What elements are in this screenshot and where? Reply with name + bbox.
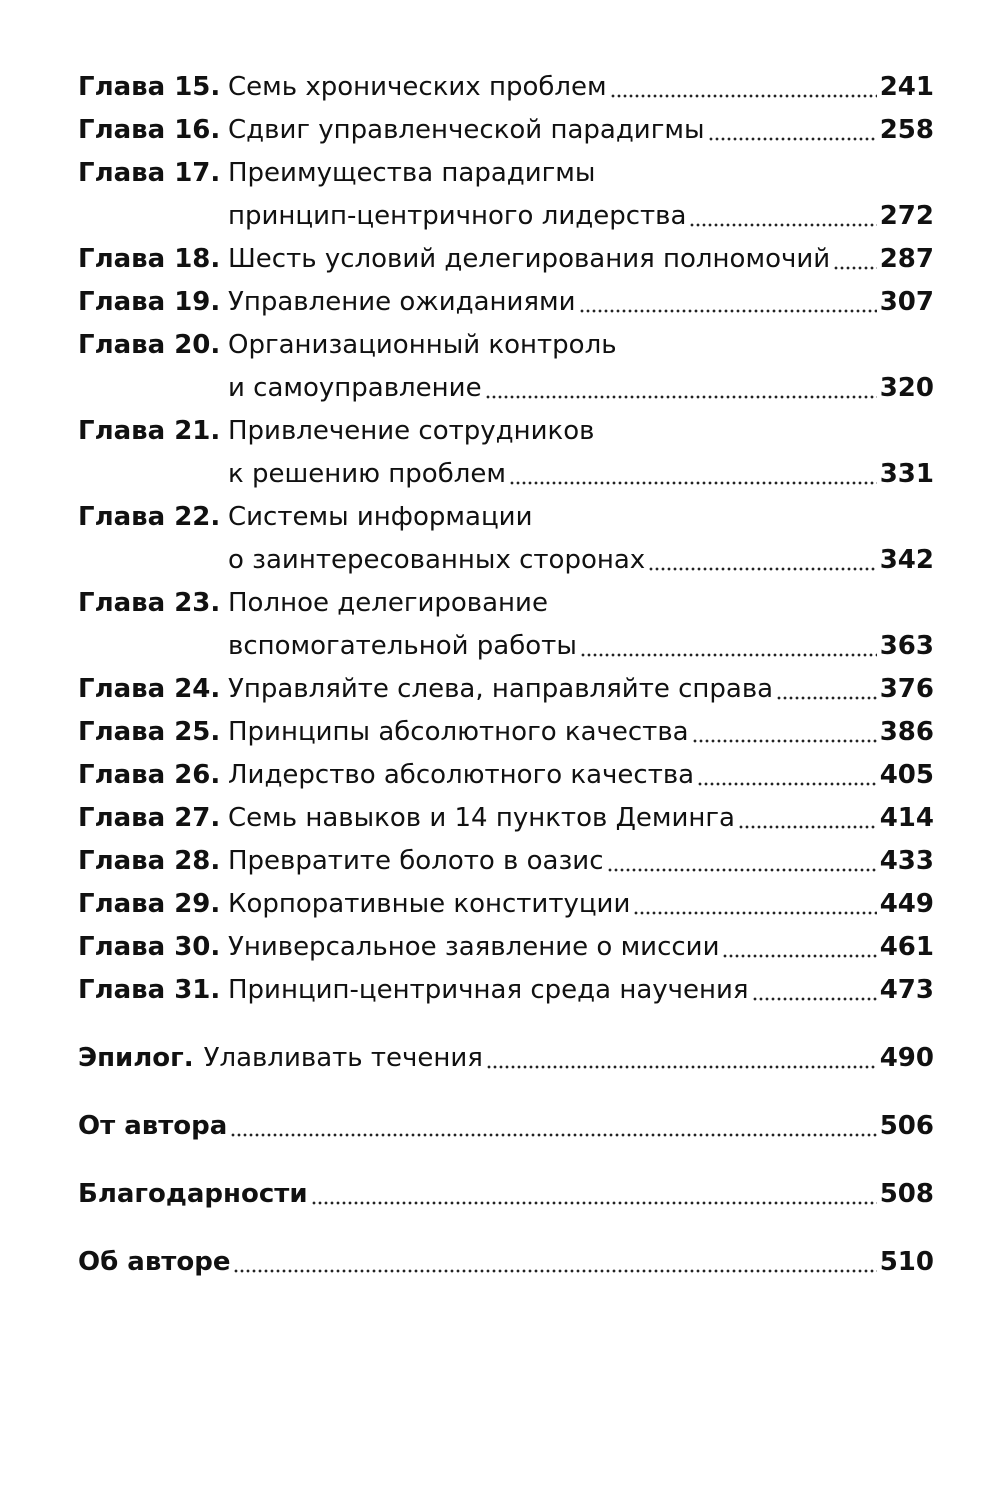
chapter-label: Глава 16. <box>78 115 221 145</box>
chapter-title <box>228 883 934 926</box>
section-label: Благодарности <box>78 1179 308 1209</box>
page-number: 508 <box>879 1179 934 1209</box>
toc-entry[interactable] <box>78 324 934 410</box>
page-number: 405 <box>879 760 934 790</box>
chapter-label: Глава 30. <box>78 932 221 962</box>
page-number: 320 <box>879 373 934 403</box>
chapter-title-line: Принципы абсолютного качества <box>228 717 689 747</box>
section-title: Улавливать течения <box>203 1043 483 1073</box>
page-number: 272 <box>879 201 934 231</box>
chapter-label: Глава 26. <box>78 760 221 790</box>
dot-leader <box>697 782 877 786</box>
dot-leader <box>738 825 877 829</box>
chapter-label: Глава 28. <box>78 846 221 876</box>
chapter-title-line: Системы информации <box>228 502 533 532</box>
page-number: 287 <box>879 244 934 274</box>
chapter-title <box>228 238 934 281</box>
chapter-title-line: Универсальное заявление о миссии <box>228 932 720 962</box>
chapter-label: Глава 23. <box>78 588 221 618</box>
toc-entry[interactable] <box>78 410 934 496</box>
page-number: 490 <box>879 1043 934 1073</box>
toc-entry[interactable] <box>78 496 934 582</box>
chapter-title <box>228 582 934 668</box>
toc-entry[interactable] <box>78 711 934 754</box>
chapter-title <box>228 926 934 969</box>
chapter-title-line: вспомогательной работы <box>228 631 577 661</box>
chapter-title <box>228 66 934 109</box>
page-number: 331 <box>879 459 934 489</box>
page-number: 342 <box>879 545 934 575</box>
chapter-title <box>228 324 934 410</box>
chapter-label: Глава 19. <box>78 287 221 317</box>
chapter-title-line: принцип-центричного лидерства <box>228 201 687 231</box>
dot-leader <box>230 1133 876 1137</box>
page-number: 506 <box>879 1111 934 1141</box>
chapter-title-line: Принцип-центричная среда научения <box>228 975 749 1005</box>
chapter-title-line: Превратите болото в оазис <box>228 846 604 876</box>
dot-leader <box>689 223 876 227</box>
section-label: От автора <box>78 1111 228 1141</box>
dot-leader <box>708 137 877 141</box>
chapter-title-line: Корпоративные конституции <box>228 889 631 919</box>
toc-entry-back-matter[interactable] <box>78 1105 934 1148</box>
page-number: 363 <box>879 631 934 661</box>
chapter-label: Глава 27. <box>78 803 221 833</box>
toc-entry-back-matter[interactable] <box>78 1173 934 1216</box>
chapter-label: Глава 18. <box>78 244 221 274</box>
page-number: 473 <box>879 975 934 1005</box>
chapter-title-line: Управляйте слева, направляйте справа <box>228 674 774 704</box>
section-label: Об авторе <box>78 1247 231 1277</box>
page-number: 510 <box>879 1247 934 1277</box>
chapter-title <box>228 754 934 797</box>
toc-entry[interactable] <box>78 582 934 668</box>
chapter-title <box>228 496 934 582</box>
chapter-title <box>228 797 934 840</box>
dot-leader <box>776 696 877 700</box>
chapter-title-line: Преимущества парадигмы <box>228 158 596 188</box>
chapter-title <box>228 840 934 883</box>
table-of-contents <box>78 66 934 1284</box>
chapter-label: Глава 20. <box>78 330 221 360</box>
chapter-title-line: Управление ожиданиями <box>228 287 576 317</box>
dot-leader <box>486 1065 877 1069</box>
chapter-title-line: к решению проблем <box>228 459 506 489</box>
chapter-title-line: и самоуправление <box>228 373 482 403</box>
dot-leader <box>579 309 877 313</box>
chapter-title-line: Семь хронических проблем <box>228 72 607 102</box>
dot-leader <box>233 1269 876 1273</box>
page-number: 461 <box>879 932 934 962</box>
chapter-label: Глава 17. <box>78 158 221 188</box>
dot-leader <box>692 739 877 743</box>
page-number: 433 <box>879 846 934 876</box>
page-number: 258 <box>879 115 934 145</box>
chapter-title <box>228 668 934 711</box>
section-label: Эпилог. <box>78 1043 194 1073</box>
chapter-label: Глава 21. <box>78 416 221 446</box>
toc-entry-back-matter[interactable] <box>78 1037 934 1080</box>
toc-entry[interactable] <box>78 969 934 1012</box>
chapter-label: Глава 29. <box>78 889 221 919</box>
page-number: 449 <box>879 889 934 919</box>
chapter-label: Глава 22. <box>78 502 221 532</box>
dot-leader <box>610 94 877 98</box>
toc-entry[interactable] <box>78 797 934 840</box>
page-number: 376 <box>879 674 934 704</box>
chapter-title-line: Семь навыков и 14 пунктов Деминга <box>228 803 735 833</box>
dot-leader <box>485 395 877 399</box>
dot-leader <box>311 1201 877 1205</box>
toc-entry[interactable] <box>78 109 934 152</box>
chapter-title-line: Организационный контроль <box>228 330 617 360</box>
dot-leader <box>633 911 876 915</box>
chapter-label: Глава 25. <box>78 717 221 747</box>
toc-entry[interactable] <box>78 281 934 324</box>
dot-leader <box>509 481 877 485</box>
chapter-title <box>228 281 934 324</box>
chapter-title-line: Шесть условий делегирования полномочий <box>228 244 831 274</box>
chapter-label: Глава 24. <box>78 674 221 704</box>
toc-entry[interactable] <box>78 883 934 926</box>
chapter-title <box>228 410 934 496</box>
chapter-title-line: Лидерство абсолютного качества <box>228 760 695 790</box>
page-number: 241 <box>879 72 934 102</box>
chapter-title <box>228 711 934 754</box>
dot-leader <box>580 653 877 657</box>
toc-entry[interactable] <box>78 926 934 969</box>
chapter-title-line: Полное делегирование <box>228 588 548 618</box>
chapter-title <box>228 109 934 152</box>
toc-entry[interactable] <box>78 66 934 109</box>
dot-leader <box>607 868 877 872</box>
toc-entry[interactable] <box>78 840 934 883</box>
toc-entry[interactable] <box>78 238 934 281</box>
page-number: 307 <box>879 287 934 317</box>
page-number: 386 <box>879 717 934 747</box>
chapter-title-line: о заинтересованных сторонах <box>228 545 646 575</box>
toc-entry[interactable] <box>78 152 934 238</box>
chapter-title-line: Сдвиг управленческой парадигмы <box>228 115 705 145</box>
dot-leader <box>752 997 877 1001</box>
toc-entry-back-matter[interactable] <box>78 1241 934 1284</box>
chapter-title-line: Привлечение сотрудников <box>228 416 595 446</box>
chapter-label: Глава 31. <box>78 975 221 1005</box>
dot-leader <box>648 567 877 571</box>
dot-leader <box>722 954 876 958</box>
toc-entry[interactable] <box>78 754 934 797</box>
toc-entry[interactable] <box>78 668 934 711</box>
chapter-title <box>228 152 934 238</box>
chapter-label: Глава 15. <box>78 72 221 102</box>
chapter-title <box>228 969 934 1012</box>
page-number: 414 <box>879 803 934 833</box>
dot-leader <box>833 266 877 270</box>
